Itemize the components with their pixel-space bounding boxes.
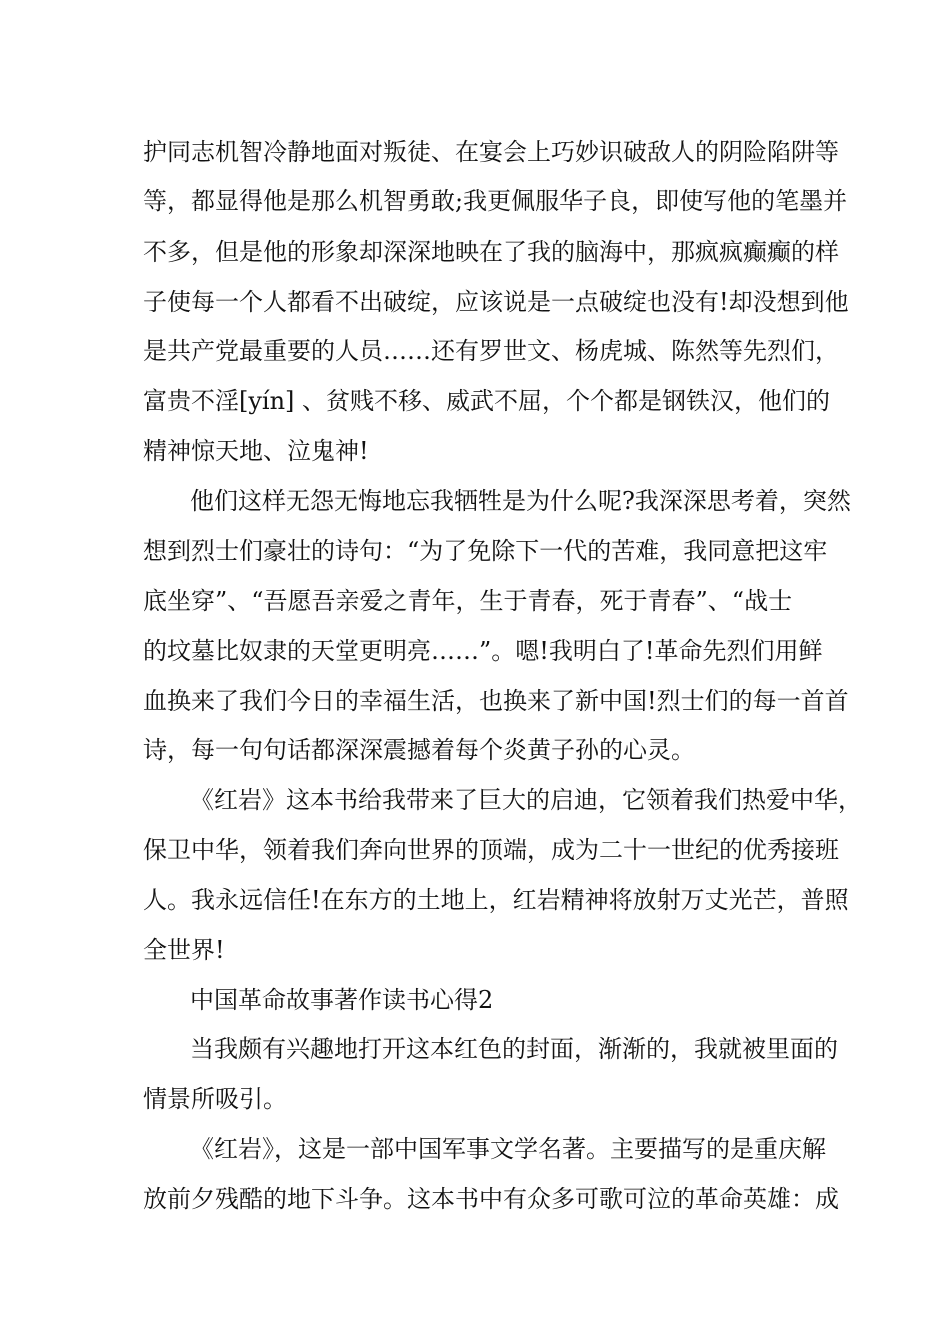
text-line: 保卫中华，领着我们奔向世界的顶端，成为二十一世纪的优秀接班 — [143, 836, 839, 864]
text-line: 血换来了我们今日的幸福生活，也换来了新中国!烈士们的每一首首 — [143, 687, 849, 715]
text-line: 全世界! — [143, 936, 225, 964]
text-line: 诗，每一句句话都深深震撼着每个炎黄子孙的心灵。 — [143, 736, 695, 764]
text-line: 子使每一个人都看不出破绽，应该说是一点破绽也没有!却没想到他 — [143, 288, 849, 316]
text-line: 人。我永远信任!在东方的土地上，红岩精神将放射万丈光芒，普照 — [143, 886, 849, 914]
paragraph-first-line: 当我颇有兴趣地打开这本红色的封面，渐渐的，我就被里面的 — [190, 1035, 838, 1063]
text-line: 富贵不淫[yín] 、贫贱不移、威武不屈，个个都是钢铁汉，他们的 — [143, 387, 831, 415]
text-line: 是共产党最重要的人员……还有罗世文、杨虎城、陈然等先烈们， — [143, 337, 839, 365]
paragraph-first-line: 《红岩》这本书给我带来了巨大的启迪，它领着我们热爱中华， — [190, 786, 862, 814]
paragraph-first-line: 他们这样无怨无悔地忘我牺牲是为什么呢?我深深思考着，突然 — [190, 487, 851, 515]
section-heading: 中国革命故事著作读书心得2 — [190, 986, 494, 1014]
text-line: 的坟墓比奴隶的天堂更明亮……”。嗯!我明白了!革命先烈们用鲜 — [143, 637, 823, 665]
text-line: 想到烈士们豪壮的诗句：“为了免除下一代的苦难，我同意把这牢 — [143, 537, 828, 565]
paragraph-first-line: 《红岩》，这是一部中国军事文学名著。主要描写的是重庆解 — [190, 1135, 826, 1163]
text-line: 等，都显得他是那么机智勇敢;我更佩服华子良，即使写他的笔墨并 — [143, 187, 848, 215]
text-line: 放前夕残酷的地下斗争。这本书中有众多可歌可泣的革命英雄：成 — [143, 1185, 839, 1213]
text-line: 精神惊天地、泣鬼神! — [143, 437, 369, 465]
text-line: 护同志机智冷静地面对叛徒、在宴会上巧妙识破敌人的阴险陷阱等 — [143, 138, 839, 166]
text-line: 底坐穿”、“吾愿吾亲爱之青年，生于青春，死于青春”、“战士 — [143, 587, 793, 615]
text-line: 情景所吸引。 — [143, 1085, 287, 1113]
text-line: 不多，但是他的形象却深深地映在了我的脑海中，那疯疯癫癫的样 — [143, 238, 839, 266]
